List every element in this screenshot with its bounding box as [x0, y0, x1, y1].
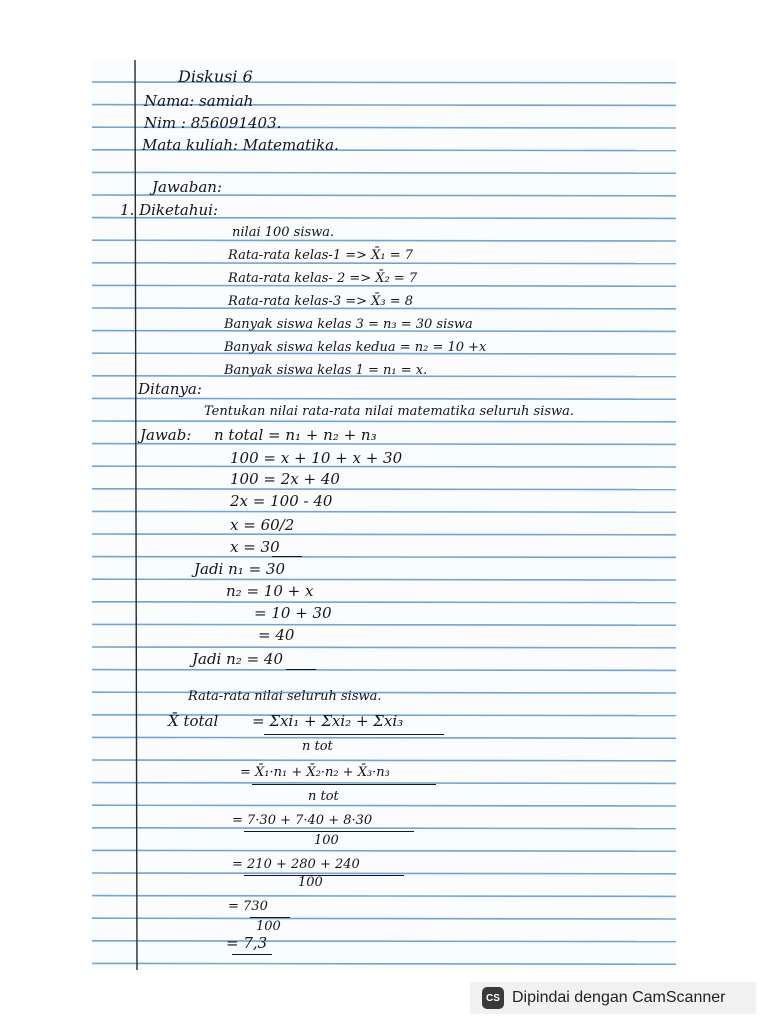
- course-name: Mata kuliah: Matematika.: [142, 136, 339, 154]
- scanner-watermark: [470, 982, 756, 1014]
- scanner-label: Dipindai dengan CamScanner: [512, 989, 726, 1006]
- xbar-total: X̄ total: [168, 712, 219, 730]
- rule-line: [92, 624, 676, 625]
- notebook-page: [92, 60, 676, 970]
- rule-line: [92, 805, 676, 806]
- fraction-denominator: 100: [298, 875, 323, 890]
- solution-line: 100 = x + 10 + x + 30: [230, 449, 403, 467]
- rule-line: [92, 760, 676, 761]
- fraction-numerator: = X̄₁·n₁ + X̄₂·n₂ + X̄₃·n₃: [240, 765, 390, 780]
- rule-line: [92, 692, 676, 693]
- mean-label: Rata-rata nilai seluruh siswa.: [188, 689, 382, 704]
- camscanner-logo: CS: [482, 987, 504, 1009]
- fraction-denominator: n tot: [302, 739, 333, 754]
- asked-label: Ditanya:: [138, 380, 202, 398]
- solution-line: 100 = 2x + 40: [230, 470, 340, 488]
- fraction-numerator: = Σxi₁ + Σxi₂ + Σxi₃: [252, 712, 404, 730]
- fraction-denominator: 100: [256, 919, 281, 934]
- known-line: Rata-rata kelas-1 => X̄₁ = 7: [228, 248, 414, 263]
- rule-line: [92, 489, 676, 490]
- page-title: Diskusi 6: [178, 67, 253, 86]
- asked-text: Tentukan nilai rata-rata nilai matematika seluruh siswa.: [204, 404, 575, 419]
- solution-line: n total = n₁ + n₂ + n₃: [214, 426, 377, 444]
- fraction-bar: [264, 734, 444, 735]
- solution-line: 2x = 100 - 40: [230, 492, 333, 510]
- fraction-bar: [244, 875, 404, 876]
- known-label: 1. Diketahui:: [120, 201, 219, 219]
- rule-line: [92, 647, 676, 648]
- solution-line: x = 60/2: [230, 516, 295, 534]
- rule-line: [92, 941, 676, 942]
- double-underline: [232, 954, 272, 955]
- known-line: Banyak siswa kelas 1 = n₁ = x.: [224, 363, 428, 378]
- rule-line: [92, 172, 676, 173]
- final-result: = 7,3: [226, 934, 268, 952]
- rule-line: [92, 557, 676, 558]
- fraction-numerator: = 7·30 + 7·40 + 8·30: [232, 813, 373, 828]
- solution-line: Jadi n₁ = 30: [194, 560, 285, 578]
- rule-line: [92, 737, 676, 738]
- known-line: Banyak siswa kelas kedua = n₂ = 10 +x: [224, 340, 487, 355]
- rule-line: [92, 873, 676, 874]
- rule-line: [92, 963, 676, 964]
- rule-line: [92, 534, 676, 535]
- known-line: nilai 100 siswa.: [232, 225, 335, 240]
- rule-line: [92, 579, 676, 580]
- double-underline: [272, 556, 302, 557]
- fraction-denominator: 100: [314, 833, 339, 848]
- solution-label: Jawab:: [140, 426, 192, 444]
- rule-line: [92, 602, 676, 603]
- student-nim: Nim : 856091403.: [144, 114, 282, 132]
- solution-line: Jadi n₂ = 40: [192, 650, 283, 668]
- double-underline: [286, 669, 316, 670]
- rule-line: [92, 511, 676, 512]
- fraction-numerator: = 210 + 280 + 240: [232, 857, 360, 872]
- known-line: Rata-rata kelas- 2 => X̄₂ = 7: [228, 271, 418, 286]
- solution-line: = 10 + 30: [254, 604, 332, 622]
- fraction-denominator: n tot: [308, 789, 339, 804]
- answer-label: Jawaban:: [152, 178, 222, 196]
- solution-line: = 40: [258, 626, 295, 644]
- rule-line: [92, 896, 676, 897]
- known-line: Banyak siswa kelas 3 = n₃ = 30 siswa: [224, 317, 473, 332]
- rule-line: [92, 918, 676, 919]
- rule-line: [92, 421, 676, 422]
- fraction-bar: [252, 784, 436, 785]
- rule-line: [92, 240, 676, 241]
- student-name: Nama: samiah: [144, 92, 254, 110]
- rule-line: [92, 828, 676, 829]
- solution-line: x = 30: [230, 538, 280, 556]
- solution-line: n₂ = 10 + x: [226, 582, 314, 600]
- margin-line: [135, 60, 137, 970]
- known-line: Rata-rata kelas-3 => X̄₃ = 8: [228, 294, 414, 309]
- rule-line: [92, 670, 676, 671]
- rule-line: [92, 850, 676, 851]
- rule-line: [92, 398, 676, 399]
- fraction-numerator: = 730: [228, 899, 268, 914]
- ruled-lines: [92, 60, 676, 970]
